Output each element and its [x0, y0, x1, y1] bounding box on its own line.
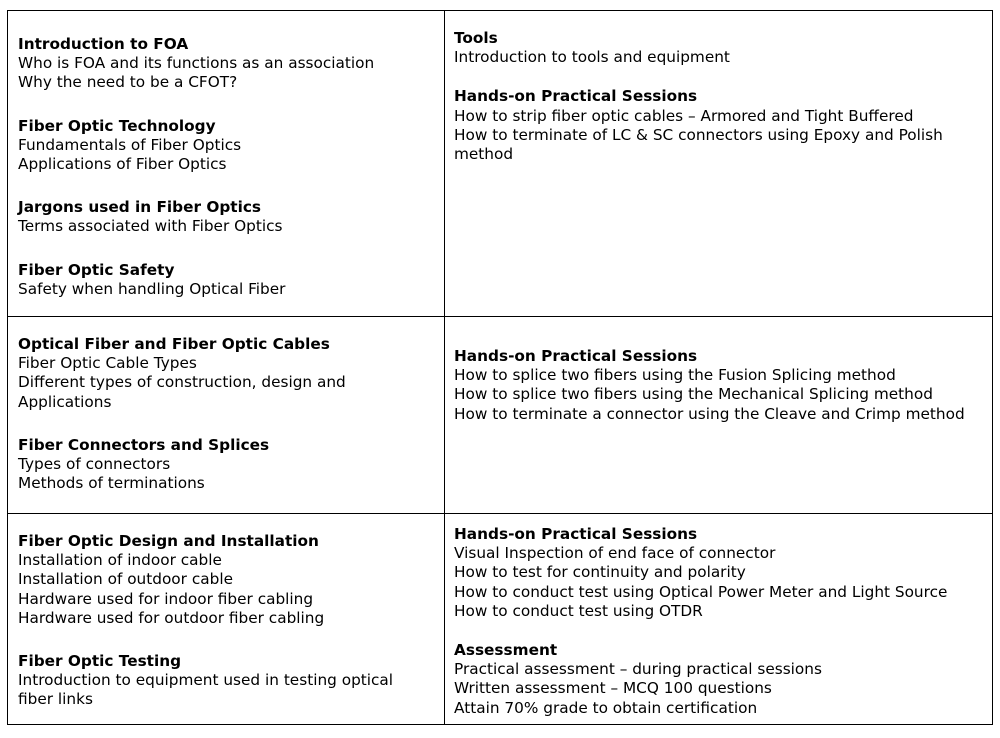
topic-line: Who is FOA and its functions as an association: [18, 54, 375, 73]
topic-line: How to splice two fibers using the Mechanical Splicing method: [454, 385, 933, 404]
topic-heading: Fiber Optic Design and Installation: [18, 532, 319, 550]
topic-section: [454, 87, 986, 164]
topic-line: Hardware used for indoor fiber cabling: [18, 589, 314, 608]
topic-heading: Optical Fiber and Fiber Optic Cables: [18, 335, 330, 353]
topic-line: Introduction to tools and equipment: [454, 48, 730, 67]
topic-heading: Fiber Optic Testing: [18, 652, 182, 671]
topic-line: Practical assessment – during practical sessions: [454, 660, 822, 679]
cell-row2-right: [454, 347, 986, 444]
topic-section: [18, 261, 418, 299]
topic-section: [18, 117, 418, 175]
topic-section: [18, 335, 418, 412]
topic-line: Why the need to be a CFOT?: [18, 73, 238, 92]
topic-section: [18, 532, 418, 628]
topic-line: How to conduct test using OTDR: [454, 601, 703, 620]
topic-line: Applications of Fiber Optics: [18, 155, 227, 174]
topic-line: Installation of indoor cable: [18, 551, 222, 570]
topic-heading: Hands-on Practical Sessions: [454, 525, 698, 543]
cell-row1-left: [18, 35, 418, 323]
topic-heading: Jargons used in Fiber Optics: [18, 198, 262, 217]
cell-row2-left: [18, 335, 418, 517]
topic-section: [18, 652, 418, 710]
topic-line: Introduction to equipment used in testing optical fiber links: [18, 671, 394, 709]
topic-line: How to conduct test using Optical Power Meter and Light Source: [454, 582, 948, 601]
topic-line: How to test for continuity and polarity: [454, 563, 746, 582]
cell-row3-left: [18, 532, 418, 734]
topic-line: Fundamentals of Fiber Optics: [18, 135, 242, 154]
topic-section: [454, 641, 986, 718]
topic-heading: Fiber Optic Safety: [18, 260, 175, 279]
topic-heading: Hands-on Practical Sessions: [454, 347, 698, 365]
topic-section: [18, 198, 418, 236]
topic-line: Methods of terminations: [18, 474, 205, 493]
topic-line: Different types of construction, design and Applications: [18, 373, 346, 411]
topic-line: How to strip fiber optic cables – Armored and Tight Buffered: [454, 106, 914, 125]
topic-line: How to terminate of LC & SC connectors using Epoxy and Polish method: [454, 125, 943, 164]
topic-line: How to terminate a connector using the Cleave and Crimp method: [454, 404, 965, 423]
topic-heading: Tools: [454, 29, 498, 47]
topic-section: [18, 35, 418, 93]
topic-heading: Fiber Connectors and Splices: [18, 435, 270, 454]
topic-section: [454, 29, 986, 67]
topic-section: [454, 525, 986, 621]
topic-line: Types of connectors: [18, 455, 171, 474]
topic-line: Safety when handling Optical Fiber: [18, 279, 286, 298]
topic-section: [18, 436, 418, 494]
topic-heading: Assessment: [454, 641, 558, 660]
topic-heading: Fiber Optic Technology: [18, 116, 216, 135]
topic-line: Written assessment – MCQ 100 questions: [454, 679, 772, 698]
topic-line: Hardware used for outdoor fiber cabling: [18, 608, 325, 627]
column-divider: [444, 10, 445, 725]
topic-heading: Hands-on Practical Sessions: [454, 87, 698, 106]
topic-line: How to splice two fibers using the Fusion Splicing method: [454, 366, 896, 385]
cell-row1-right: [454, 29, 986, 184]
topic-line: Installation of outdoor cable: [18, 570, 233, 589]
topic-line: Visual Inspection of end face of connector: [454, 544, 776, 563]
topic-line: Terms associated with Fiber Optics: [18, 217, 283, 236]
topic-line: Fiber Optic Cable Types: [18, 354, 197, 373]
cell-row3-right: [454, 525, 986, 738]
topic-line: Attain 70% grade to obtain certification: [454, 698, 758, 717]
topic-heading: Introduction to FOA: [18, 35, 189, 53]
topic-section: [454, 347, 986, 424]
